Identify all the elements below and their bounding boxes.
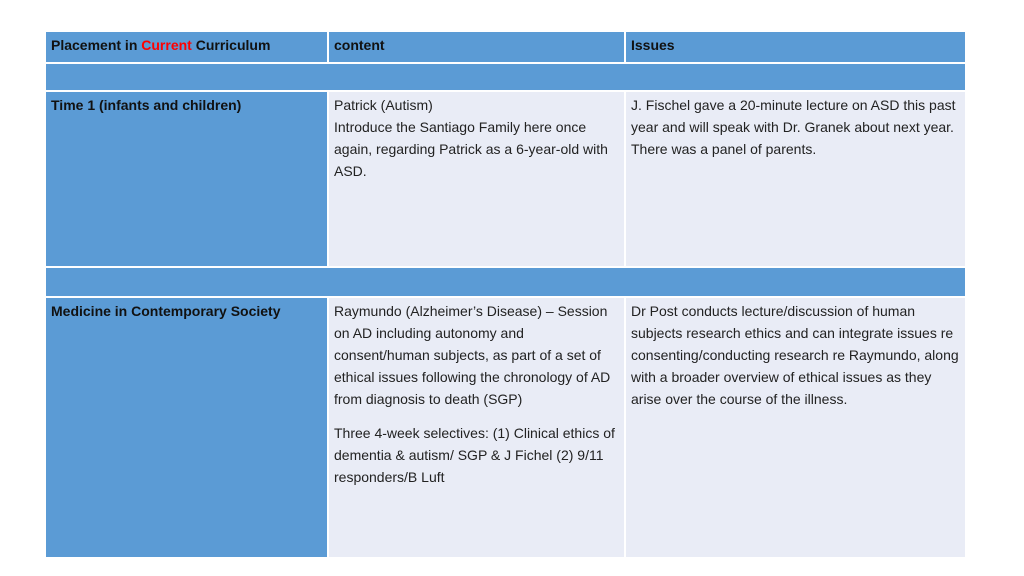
header-issues: Issues	[625, 31, 966, 63]
content-paragraph: Patrick (Autism) Introduce the Santiago Family here once again, regarding Patrick as a 6-year-old with ASD.	[334, 97, 608, 179]
placement-cell: Time 1 (infants and children)	[45, 91, 328, 267]
spacer-row	[45, 63, 966, 91]
placement-cell: Medicine in Contemporary Society	[45, 297, 328, 558]
header-placement	[45, 31, 328, 63]
header-placement-prefix: Placement in	[51, 37, 142, 53]
issues-cell: J. Fischel gave a 20-minute lecture on ASD this past year and will speak with Dr. Granek about next year. There was a panel of parents.	[625, 91, 966, 267]
curriculum-table	[44, 30, 967, 559]
content-cell	[328, 297, 625, 558]
issues-cell: Dr Post conducts lecture/discussion of human subjects research ethics and can integrate issues re consenting/conducting research re Raymundo, along with a broader overview of ethical issues as they arise over the course of the illness.	[625, 297, 966, 558]
spacer-row	[45, 267, 966, 297]
spacer-cell	[45, 267, 966, 297]
content-paragraph: Three 4-week selectives: (1) Clinical ethics of dementia & autism/ SGP & J Fichel (2) 9/11 responders/B Luft	[334, 425, 615, 485]
header-placement-suffix: Curriculum	[191, 37, 271, 53]
content-cell	[328, 91, 625, 267]
content-paragraph: Raymundo (Alzheimer’s Disease) – Session on AD including autonomy and consent/human subjects, as part of a set of ethical issues following the chronology of AD from diagnosis to death (SGP)	[334, 303, 611, 407]
table-header-row	[45, 31, 966, 63]
header-content: content	[328, 31, 625, 63]
spacer-cell	[45, 63, 966, 91]
header-placement-accent: Current	[141, 37, 192, 53]
table-row	[45, 297, 966, 558]
table-row	[45, 91, 966, 267]
